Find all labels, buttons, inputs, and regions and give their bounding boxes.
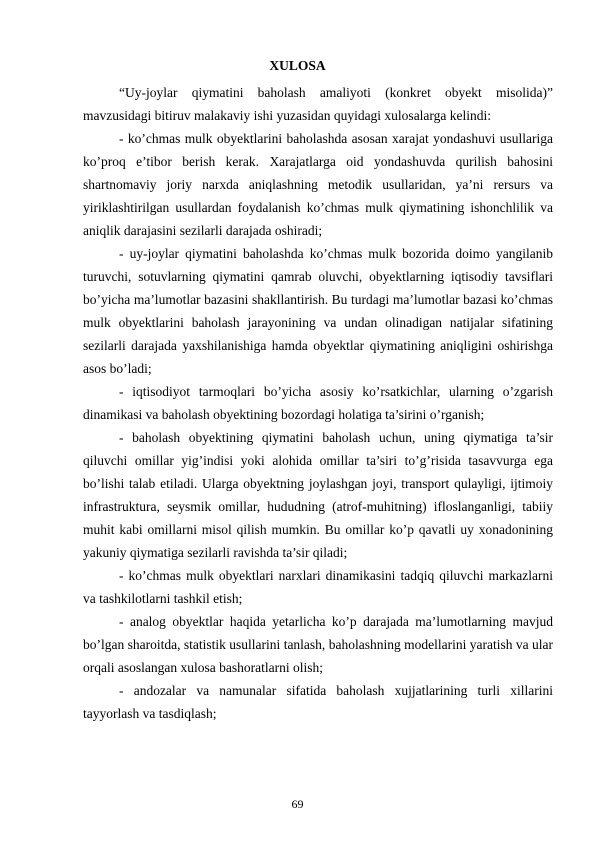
- page-number: 69: [291, 797, 304, 811]
- paragraph-templates: - andozalar va namunalar sifatida baholash xujjatlarining turli xillarini tayyorlash va tasdiqlash;: [83, 683, 553, 721]
- paragraph-economy-indicators: - iqtisodiyot tarmoqlari bo’yicha asosiy ko’rsatkichlar, ularning o’zgarish dinamikasi va baholash obyektining bozordagi holatiga ta’sirini o’rganish;: [83, 384, 553, 422]
- paragraph-database: - uy-joylar qiymatini baholashda ko’chmas mulk bozorida doimo yangilanib turuvchi, sotuvlarning qiymatini qamrab oluvchi, obyektlarning iqtisodiy tavsiflari bo’yicha ma’lumotlar bazasini shakllantirish. Bu turdagi ma’lumotlar bazasi ko’chmas mulk obyektlarini baholash jarayonining va undan olinadigan natijalar sifatining sezilarli darajada yaxshilanishiga hamda obyektlar qiymatining aniqligini oshirishga asos bo’ladi;: [83, 246, 553, 376]
- paragraph-value-factors: - baholash obyektining qiymatini baholash uchun, uning qiymatiga ta’sir qiluvchi omillar yig’indisi yoki alohida omillar ta’siri to’g’risida tasavvurga ega bo’lishi talab etiladi. Ularga obyektning joylashgan joyi, transport qulayligi, ijtimoiy infrastruktura, seysmik omillar, hududning (atrof-muhitning) ifloslanganligi, tabiiy muhit kabi omillarni misol qilish mumkin. Bu omillar ko’p qavatli uy xonadonining yakuniy qiymatiga sezilarli ravishda ta’sir qiladi;: [83, 430, 553, 560]
- paragraph-statistical-methods: - analog obyektlar haqida yetarlicha ko’p darajada ma’lumotlarning mavjud bo’lgan sharoitda, statistik usullarini tanlash, baholashning modellarini yaratish va ular orqali asoslangan xulosa bashoratlarni olish;: [83, 614, 553, 675]
- paragraph-intro: “Uy-joylar qiymatini baholash amaliyoti (konkret obyekt misolida)” mavzusidagi bitiruv malakaviy ishi yuzasidan quyidagi xulosalarga kelindi:: [83, 85, 553, 123]
- paragraph-price-dynamics: - ko’chmas mulk obyektlari narxlari dinamikasini tadqiq qiluvchi markazlarni va tashkilotlarni tashkil etish;: [83, 568, 553, 606]
- document-body: [83, 81, 553, 725]
- page-title: XULOSA: [269, 58, 326, 73]
- paragraph-cost-approach: - ko’chmas mulk obyektlarini baholashda asosan xarajat yondashuvi usullariga ko’proq e’tibor berish kerak. Xarajatlarga oid yondashuvda qurilish bahosini shartnomaviy joriy narxda aniqlashning metodik usullaridan, ya’ni rersurs va yiriklashtirilgan usullardan foydalanish ko’chmas mulk qiymatining ishonchlilik va aniqlik darajasini sezilarli darajada oshiradi;: [83, 131, 553, 238]
